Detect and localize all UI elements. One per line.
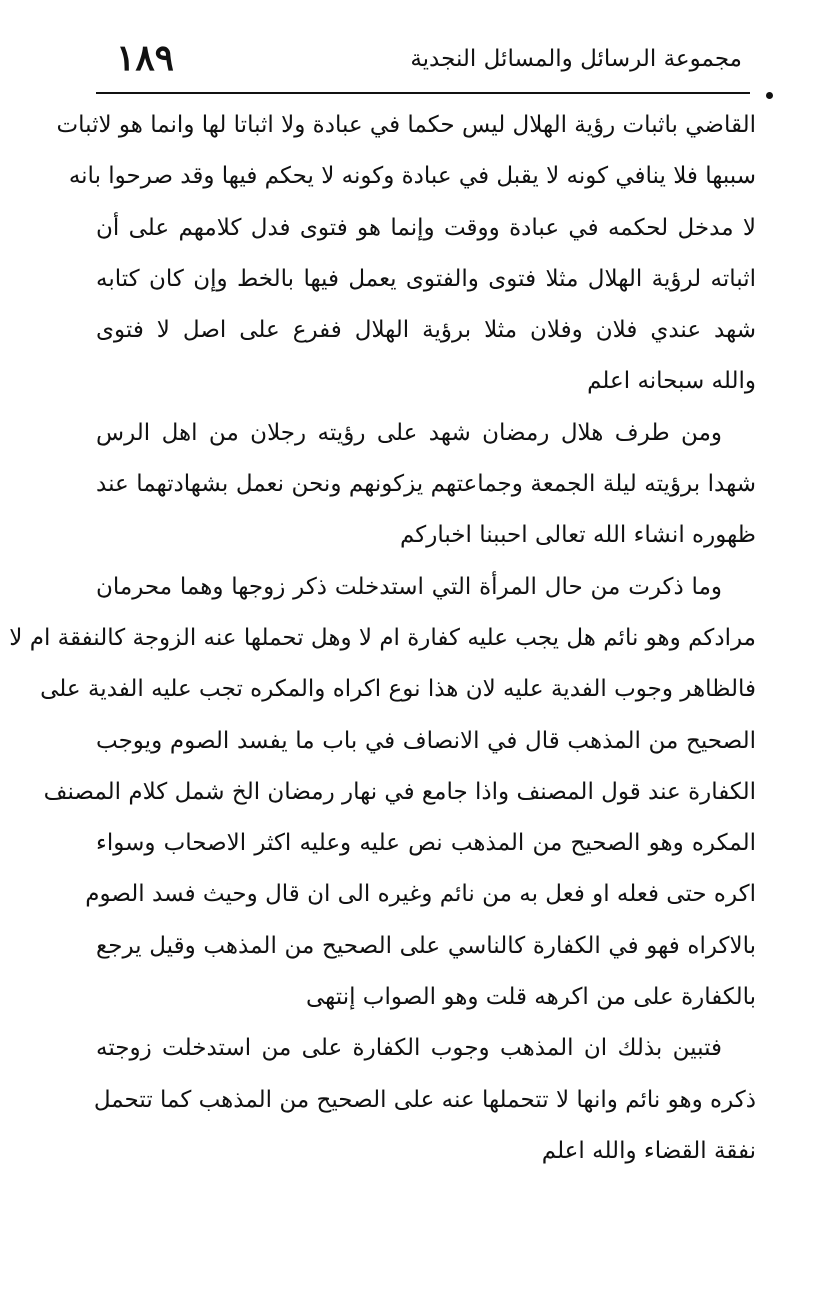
text-line: نفقة القضاء والله اعلم (541, 1137, 756, 1164)
text-line: وما ذكرت من حال المرأة التي استدخلت ذكر زوجها وهما محرمان (96, 573, 722, 600)
body-text (9, 100, 756, 1177)
text-line: فالظاهر وجوب الفدية عليه لان هذا نوع اكراه والمكره تجب عليه الفدية على (40, 676, 756, 703)
text-line: مرادكم وهو نائم هل يجب عليه كفارة ام لا وهل تحملها عنه الزوجة كالنفقة ام لا (9, 624, 756, 651)
text-line: والله سبحانه اعلم (587, 368, 756, 395)
running-title: مجموعة الرسائل والمسائل النجدية (410, 46, 742, 72)
text-line: شهد عندي فلان وفلان مثلا برؤية الهلال ففرع على اصل لا فتوى (96, 317, 756, 344)
header-rule (96, 92, 750, 94)
text-line: ظهوره انشاء الله تعالى احببنا اخباركم (399, 522, 756, 549)
paragraph-2 (96, 408, 756, 562)
page-header (96, 28, 750, 88)
text-line: اكره حتى فعله او فعل به من نائم وغيره الى ان قال وحيث فسد الصوم (85, 881, 756, 908)
page-number: ١٨٩ (116, 37, 175, 79)
text-line: شهدا برؤيته ليلة الجمعة وجماعتهم يزكونهم ونحن نعمل بشهادتهما عند (96, 471, 756, 498)
paragraph-1 (56, 100, 756, 408)
margin-dot (766, 92, 773, 99)
text-line: الكفارة عند قول المصنف واذا جامع في نهار رمضان الخ شمل كلام المصنف (43, 778, 756, 805)
text-line: ذكره وهو نائم وانها لا تتحملها عنه على الصحيح من المذهب كما تتحمل (93, 1086, 756, 1113)
text-line: فتبين بذلك ان المذهب وجوب الكفارة على من استدخلت زوجته (96, 1035, 722, 1062)
text-line: الصحيح من المذهب قال في الانصاف في باب ما يفسد الصوم ويوجب (96, 727, 756, 754)
text-line: المكره وهو الصحيح من المذهب نص عليه وعليه اكثر الاصحاب وسواء (96, 830, 756, 857)
text-line: بالكفارة على من اكرهه قلت وهو الصواب إنتهى (305, 984, 756, 1011)
text-line: اثباته لرؤية الهلال مثلا فتوى والفتوى يعمل فيها بالخط وإن كان كتابه (96, 265, 756, 292)
paragraph-3 (9, 562, 756, 1024)
text-line: القاضي باثبات رؤية الهلال ليس حكما في عبادة ولا اثباتا لها وانما هو لاثبات (56, 112, 756, 138)
text-line: ومن طرف هلال رمضان شهد على رؤيته رجلان من اهل الرس (96, 419, 722, 446)
text-line: بالاكراه فهو في الكفارة كالناسي على الصحيح من المذهب وقيل يرجع (96, 932, 756, 959)
text-line: لا مدخل لحكمه في عبادة ووقت وإنما هو فتوى فدل كلامهم على أن (96, 214, 756, 241)
text-line: سببها فلا ينافي كونه لا يقبل في عبادة وكونه لا يحكم فيها وقد صرحوا بانه (68, 163, 756, 190)
paragraph-4 (93, 1023, 756, 1177)
